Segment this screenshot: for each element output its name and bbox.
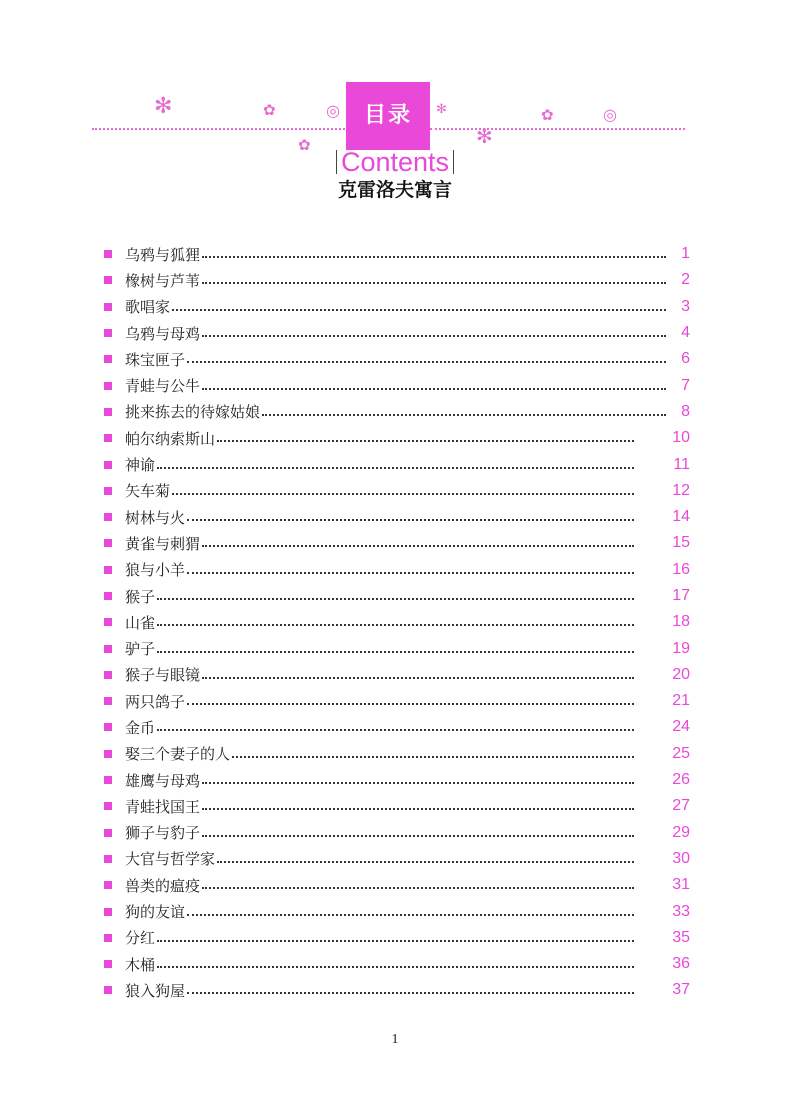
toc-entry-title: 大官与哲学家 bbox=[125, 850, 216, 869]
toc-entry-title: 狗的友谊 bbox=[125, 903, 186, 922]
dotted-leader bbox=[187, 992, 634, 994]
toc-entry-page: 29 bbox=[672, 823, 690, 841]
bullet-square-icon bbox=[104, 513, 112, 521]
toc-entry-page: 2 bbox=[681, 271, 690, 289]
toc-entry[interactable] bbox=[100, 267, 690, 293]
toc-entry-title: 乌鸦与母鸡 bbox=[125, 324, 201, 343]
page-number: 1 bbox=[391, 1032, 399, 1047]
toc-entry[interactable] bbox=[100, 241, 690, 267]
bullet-square-icon bbox=[104, 487, 112, 495]
toc-entry-title: 猴子 bbox=[125, 587, 156, 606]
bullet-square-icon bbox=[104, 986, 112, 994]
dotted-leader bbox=[187, 361, 666, 363]
toc-entry[interactable] bbox=[100, 898, 690, 924]
toc-entry[interactable] bbox=[100, 741, 690, 767]
toc-entry[interactable] bbox=[100, 451, 690, 477]
bullet-square-icon bbox=[104, 723, 112, 731]
bullet-square-icon bbox=[104, 750, 112, 758]
toc-entry-page: 25 bbox=[672, 744, 690, 762]
toc-entry[interactable] bbox=[100, 662, 690, 688]
toc-entry-page: 37 bbox=[672, 981, 690, 999]
bullet-square-icon bbox=[104, 303, 112, 311]
toc-entry-title: 橡树与芦苇 bbox=[125, 271, 201, 290]
toc-entry-title: 娶三个妻子的人 bbox=[125, 745, 231, 764]
toc-entry-page: 16 bbox=[672, 560, 690, 578]
toc-entry[interactable] bbox=[100, 688, 690, 714]
bullet-square-icon bbox=[104, 960, 112, 968]
dotted-leader bbox=[157, 940, 634, 942]
toc-entry-title: 狼入狗屋 bbox=[125, 981, 186, 1000]
bullet-square-icon bbox=[104, 592, 112, 600]
toc-entry[interactable] bbox=[100, 820, 690, 846]
toc-entry-title: 木桶 bbox=[125, 955, 156, 974]
bullet-square-icon bbox=[104, 697, 112, 705]
ring-icon: ◎ bbox=[326, 101, 340, 120]
toc-entry-title: 分红 bbox=[125, 929, 156, 948]
bullet-square-icon bbox=[104, 855, 112, 863]
toc-entry[interactable] bbox=[100, 320, 690, 346]
flower-icon: ✻ bbox=[436, 102, 447, 117]
bullet-square-icon bbox=[104, 355, 112, 363]
dotted-leader bbox=[157, 598, 634, 600]
toc-entry[interactable] bbox=[100, 294, 690, 320]
toc-entry-title: 乌鸦与狐狸 bbox=[125, 245, 201, 264]
toc-entry-title: 狮子与豹子 bbox=[125, 824, 201, 843]
dotted-leader bbox=[202, 782, 634, 784]
toc-entry[interactable] bbox=[100, 504, 690, 530]
flower-icon: ✿ bbox=[263, 101, 276, 119]
toc-entry[interactable] bbox=[100, 557, 690, 583]
bullet-square-icon bbox=[104, 276, 112, 284]
toc-entry-page: 1 bbox=[681, 245, 690, 263]
toc-entry-page: 36 bbox=[672, 955, 690, 973]
bullet-square-icon bbox=[104, 618, 112, 626]
toc-entry-title: 矢车菊 bbox=[125, 482, 171, 501]
toc-entry-title: 雄鹰与母鸡 bbox=[125, 771, 201, 790]
bullet-square-icon bbox=[104, 408, 112, 416]
flower-icon: ✿ bbox=[298, 136, 311, 154]
toc-entry[interactable] bbox=[100, 372, 690, 398]
toc-entry-title: 青蛙与公牛 bbox=[125, 377, 201, 396]
bullet-square-icon bbox=[104, 250, 112, 258]
toc-entry-page: 15 bbox=[672, 534, 690, 552]
toc-entry-title: 驴子 bbox=[125, 640, 156, 659]
bullet-square-icon bbox=[104, 934, 112, 942]
bullet-square-icon bbox=[104, 461, 112, 469]
toc-entry[interactable] bbox=[100, 767, 690, 793]
toc-entry-page: 19 bbox=[672, 639, 690, 657]
bullet-square-icon bbox=[104, 881, 112, 889]
toc-entry-title: 金币 bbox=[125, 718, 156, 737]
dotted-leader bbox=[202, 282, 666, 284]
toc-entry-title: 歌唱家 bbox=[125, 298, 171, 317]
toc-entry-page: 27 bbox=[672, 797, 690, 815]
dotted-leader bbox=[187, 519, 634, 521]
toc-entry-page: 20 bbox=[672, 665, 690, 683]
toc-entry-title: 山雀 bbox=[125, 613, 156, 632]
divider bbox=[453, 150, 454, 174]
dotted-leader bbox=[157, 467, 634, 469]
toc-entry-page: 3 bbox=[681, 297, 690, 315]
bullet-square-icon bbox=[104, 539, 112, 547]
toc-entry-title: 狼与小羊 bbox=[125, 561, 186, 580]
header-dotted-line-left bbox=[92, 128, 345, 130]
toc-entry-page: 12 bbox=[672, 481, 690, 499]
toc-entry-title: 两只鸽子 bbox=[125, 692, 186, 711]
dotted-leader bbox=[157, 729, 634, 731]
dotted-leader bbox=[202, 835, 634, 837]
dotted-leader bbox=[157, 624, 634, 626]
toc-entry[interactable] bbox=[100, 478, 690, 504]
toc-entry-title: 黄雀与刺猬 bbox=[125, 534, 201, 553]
bullet-square-icon bbox=[104, 776, 112, 784]
bullet-square-icon bbox=[104, 329, 112, 337]
ring-icon: ◎ bbox=[603, 105, 617, 124]
dotted-leader bbox=[202, 388, 666, 390]
toc-entry[interactable] bbox=[100, 872, 690, 898]
toc-entry-page: 14 bbox=[672, 508, 690, 526]
toc-entry-title: 树林与火 bbox=[125, 508, 186, 527]
divider bbox=[336, 150, 337, 174]
toc-entry-page: 33 bbox=[672, 902, 690, 920]
toc-entry[interactable] bbox=[100, 977, 690, 1003]
dotted-leader bbox=[187, 703, 634, 705]
toc-entry-page: 30 bbox=[672, 849, 690, 867]
bullet-square-icon bbox=[104, 908, 112, 916]
bullet-square-icon bbox=[104, 802, 112, 810]
dotted-leader bbox=[202, 887, 634, 889]
toc-entry-page: 18 bbox=[672, 613, 690, 631]
toc-entry[interactable] bbox=[100, 846, 690, 872]
toc-entry-title: 帕尔纳索斯山 bbox=[125, 429, 216, 448]
toc-entry-page: 8 bbox=[681, 402, 690, 420]
dotted-leader bbox=[262, 414, 666, 416]
toc-entry[interactable] bbox=[100, 635, 690, 661]
dotted-leader bbox=[202, 808, 634, 810]
bullet-square-icon bbox=[104, 671, 112, 679]
dotted-leader bbox=[202, 335, 666, 337]
toc-entry-page: 31 bbox=[672, 876, 690, 894]
bullet-square-icon bbox=[104, 382, 112, 390]
bullet-square-icon bbox=[104, 645, 112, 653]
dotted-leader bbox=[157, 966, 634, 968]
dotted-leader bbox=[172, 309, 666, 311]
toc-entry-title: 珠宝匣子 bbox=[125, 350, 186, 369]
toc-entry-title: 神谕 bbox=[125, 456, 156, 475]
bullet-square-icon bbox=[104, 829, 112, 837]
toc-entry-page: 17 bbox=[672, 587, 690, 604]
toc-entry-page: 24 bbox=[672, 718, 690, 736]
dotted-leader bbox=[202, 545, 634, 547]
toc-entry[interactable] bbox=[100, 951, 690, 977]
dotted-leader bbox=[217, 440, 634, 442]
dotted-leader bbox=[187, 572, 634, 574]
dotted-leader bbox=[202, 677, 634, 679]
toc-entry-title: 猴子与眼镜 bbox=[125, 666, 201, 685]
toc-entry[interactable] bbox=[100, 399, 690, 425]
toc-entry[interactable] bbox=[100, 925, 690, 951]
toc-entry[interactable] bbox=[100, 346, 690, 372]
flower-icon: ✻ bbox=[476, 124, 493, 148]
toc-entry-title: 挑来拣去的待嫁姑娘 bbox=[125, 403, 261, 422]
bullet-square-icon bbox=[104, 434, 112, 442]
dotted-leader bbox=[217, 861, 634, 863]
page-title: 目录 bbox=[346, 82, 430, 150]
bullet-square-icon bbox=[104, 566, 112, 574]
flower-icon: ✿ bbox=[541, 106, 554, 124]
toc-entry-page: 6 bbox=[681, 350, 690, 368]
toc-entry-page: 4 bbox=[681, 324, 690, 342]
toc-entry-page: 26 bbox=[672, 771, 690, 789]
toc-entry[interactable] bbox=[100, 793, 690, 819]
toc-entry[interactable] bbox=[100, 425, 690, 451]
toc-entry[interactable] bbox=[100, 583, 690, 609]
toc-list bbox=[100, 241, 690, 1004]
toc-entry-page: 21 bbox=[672, 692, 690, 710]
toc-entry-title: 青蛙找国王 bbox=[125, 797, 201, 816]
book-title: 克雷洛夫寓言 bbox=[337, 179, 452, 201]
dotted-leader bbox=[202, 256, 666, 258]
header-dotted-line-right bbox=[430, 128, 685, 130]
contents-label: Contents bbox=[340, 147, 450, 177]
toc-entry-page: 11 bbox=[673, 455, 690, 473]
toc-entry[interactable] bbox=[100, 609, 690, 635]
contents-heading bbox=[300, 144, 490, 180]
dotted-leader bbox=[172, 493, 634, 495]
toc-entry[interactable] bbox=[100, 714, 690, 740]
dotted-leader bbox=[187, 914, 634, 916]
toc-entry[interactable] bbox=[100, 530, 690, 556]
toc-entry-page: 35 bbox=[672, 928, 690, 946]
dotted-leader bbox=[232, 756, 634, 758]
dotted-leader bbox=[157, 651, 634, 653]
toc-entry-page: 10 bbox=[672, 429, 690, 447]
toc-entry-title: 兽类的瘟疫 bbox=[125, 876, 201, 895]
toc-entry-page: 7 bbox=[681, 376, 690, 394]
flower-icon: ✻ bbox=[154, 94, 173, 119]
